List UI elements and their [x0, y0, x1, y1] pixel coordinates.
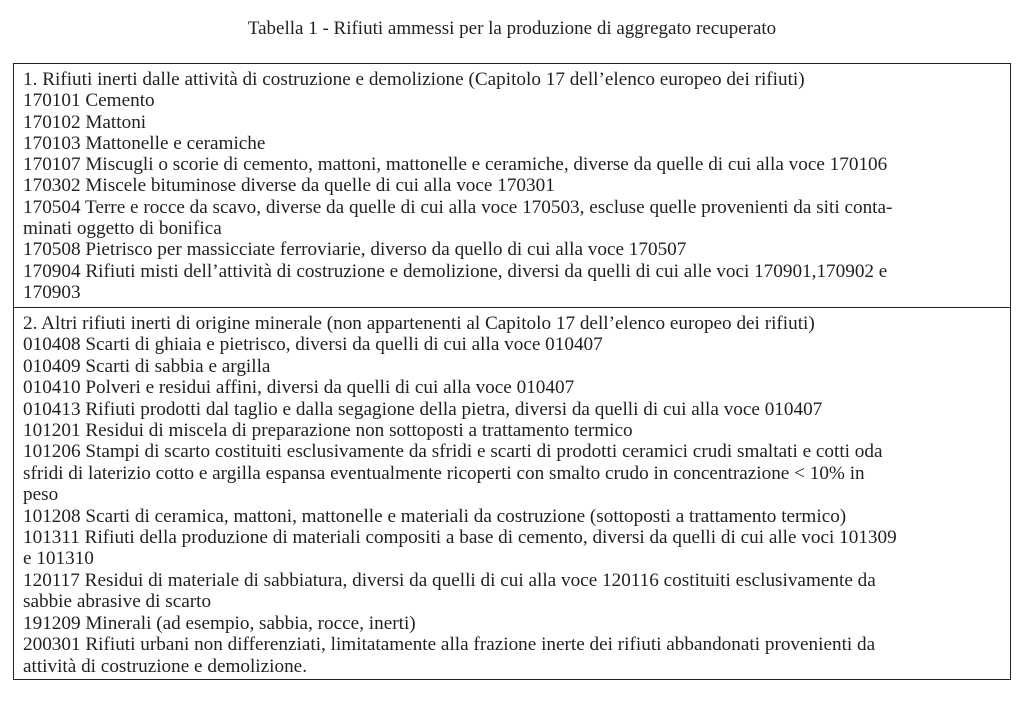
table-row: 170302 Miscele bituminose diverse da quelle di cui alla voce 170301: [23, 175, 555, 197]
table-row: 200301 Rifiuti urbani non differenziati, limitatamente alla frazione inerte dei rifiuti abbandonati provenienti da: [23, 634, 876, 656]
table-row: 191209 Minerali (ad esempio, sabbia, rocce, inerti): [23, 612, 416, 634]
table-row: 170103 Mattonelle e ceramiche: [23, 132, 266, 154]
table-row: 101206 Stampi di scarto costituiti esclusivamente da sfridi e scarti di prodotti ceramici crudi smaltati e cotti oda: [23, 441, 883, 463]
table-row: 010408 Scarti di ghiaia e pietrisco, diversi da quelli di cui alla voce 010407: [23, 334, 603, 356]
table-row-continuation: attività di costruzione e demolizione.: [23, 655, 307, 677]
table-row: 010410 Polveri e residui affini, diversi da quelli di cui alla voce 010407: [23, 377, 575, 399]
table-row-continuation: minati oggetto di bonifica: [23, 218, 222, 240]
table-row-continuation: sfridi di laterizio cotto e argilla espansa eventualmente ricoperti con smalto crudo in concentrazione < 10% in: [23, 462, 865, 484]
table-row: 010409 Scarti di sabbia e argilla: [23, 355, 271, 377]
table-row-continuation: sabbie abrasive di scarto: [23, 591, 212, 613]
section-heading: 1. Rifiuti inerti dalle attività di costruzione e demolizione (Capitolo 17 dell’elenco europeo dei rifiuti): [23, 69, 805, 90]
table-row: 170504 Terre e rocce da scavo, diverse da quelle di cui alla voce 170503, escluse quelle provenienti da siti conta-: [23, 196, 893, 218]
table-row: 101208 Scarti di ceramica, mattoni, mattonelle e materiali da costruzione (sottoposti a trattamento termico): [23, 505, 847, 527]
waste-table: [13, 63, 1011, 680]
table-row: 170102 Mattoni: [23, 111, 147, 133]
table-row-continuation: 170903: [23, 281, 81, 303]
section-mineral-waste: [14, 307, 1010, 679]
table-row: 170508 Pietrisco per massicciate ferroviarie, diverso da quello di cui alla voce 170507: [23, 239, 687, 261]
table-row: 101311 Rifiuti della produzione di materiali compositi a base di cemento, diversi da quelli di cui alle voci 101309: [23, 527, 897, 549]
table-row: 120117 Residui di materiale di sabbiatura, diversi da quelli di cui alla voce 120116 costituiti esclusivamente da: [23, 569, 876, 591]
table-row: 170107 Miscugli o scorie di cemento, mattoni, mattonelle e ceramiche, diverse da quelle di cui alla voce 170106: [23, 154, 888, 176]
section-construction-demolition: [14, 64, 1010, 307]
table-row: 101201 Residui di miscela di preparazione non sottoposti a trattamento termico: [23, 420, 633, 442]
section-heading: 2. Altri rifiuti inerti di origine minerale (non appartenenti al Capitolo 17 dell’elenco europeo dei rifiuti): [23, 313, 815, 334]
table-row: 170101 Cemento: [23, 90, 155, 112]
table-row-continuation: e 101310: [23, 548, 94, 570]
table-row: 010413 Rifiuti prodotti dal taglio e dalla segagione della pietra, diversi da quelli di cui alla voce 010407: [23, 398, 823, 420]
table-caption: Tabella 1 - Rifiuti ammessi per la produzione di aggregato recuperato: [247, 18, 777, 39]
table-row-continuation: peso: [23, 484, 59, 506]
table-row: 170904 Rifiuti misti dell’attività di costruzione e demolizione, diversi da quelli di cui alle voci 170901,170902 e: [23, 260, 888, 282]
